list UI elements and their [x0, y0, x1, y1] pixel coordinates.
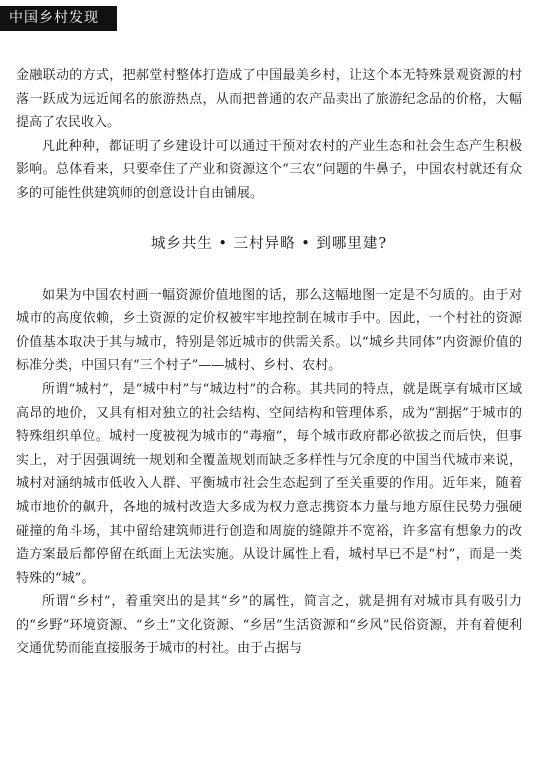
series-header	[0, 6, 117, 31]
paragraph-continued: 金融联动的方式，把郝堂村整体打造成了中国最美乡村，让这个本无特殊景观资源的村落一跃成为远近闻名的旅游热点，从而把普通的农产品卖出了旅游纪念品的价格，大幅提高了农民收入。	[16, 68, 522, 131]
series-title: 中国乡村发现	[9, 10, 99, 26]
paragraph: 凡此种种，都证明了乡建设计可以通过干预对农村的产业生态和社会生态产生积极影响。总体看来，只要牵住了产业和资源这个“三农”问题的牛鼻子，中国农村就还有众多的可能性供建筑师的创意设计自由铺展。	[16, 138, 522, 201]
paragraph: 所谓“乡村”，着重突出的是其“乡”的属性，简言之，就是拥有对城市具有吸引力的“乡野”环境资源、“乡土”文化资源、“乡居”生活资源和“乡风”民俗资源，并有着便利交通优势而能直接服务于城市的村社。由于占据与	[16, 594, 522, 657]
paragraph: 如果为中国农村画一幅资源价值地图的话，那么这幅地图一定是不匀质的。由于对城市的高度依赖，乡土资源的定价权被牢牢地控制在城市手中。因此，一个村社的资源价值基本取决于其与城市，特别是邻近城市的供需关系。以“城乡共同体”内资源价值的标准分类，中国只有“三个村子”——城村、乡村、农村。	[16, 287, 522, 374]
section-heading: 城乡共生 • 三村异略 • 到哪里建?	[150, 235, 388, 252]
paragraph: 所谓“城村”，是“城中村”与“城边村”的合称。其共同的特点，就是既享有城市区域高昂的地价，又具有相对独立的社会结构、空间结构和管理体系，成为“割据”于城市的特殊组织单位。城村一度被视为城市的“毒瘤”，每个城市政府都必欲拔之而后快，但事实上，对于因强调统一规划和全覆盖规划而缺乏多样性与冗余度的中国当代城市来说，城村对涵纳城市低收入人群、平衡城市社会生态起到了至关重要的作用。近年来，随着城市地价的飙升，各地的城村改造大多成为权力意志携资本力量与地方原住民势力强硬碰撞的角斗场，其中留给建筑师进行创造和周旋的缝隙并不宽裕，许多富有想象力的改造方案最后都停留在纸面上无法实施。从设计属性上看，城村早已不是“村”，而是一类特殊的“城”。	[16, 381, 522, 586]
page-body	[16, 64, 522, 661]
